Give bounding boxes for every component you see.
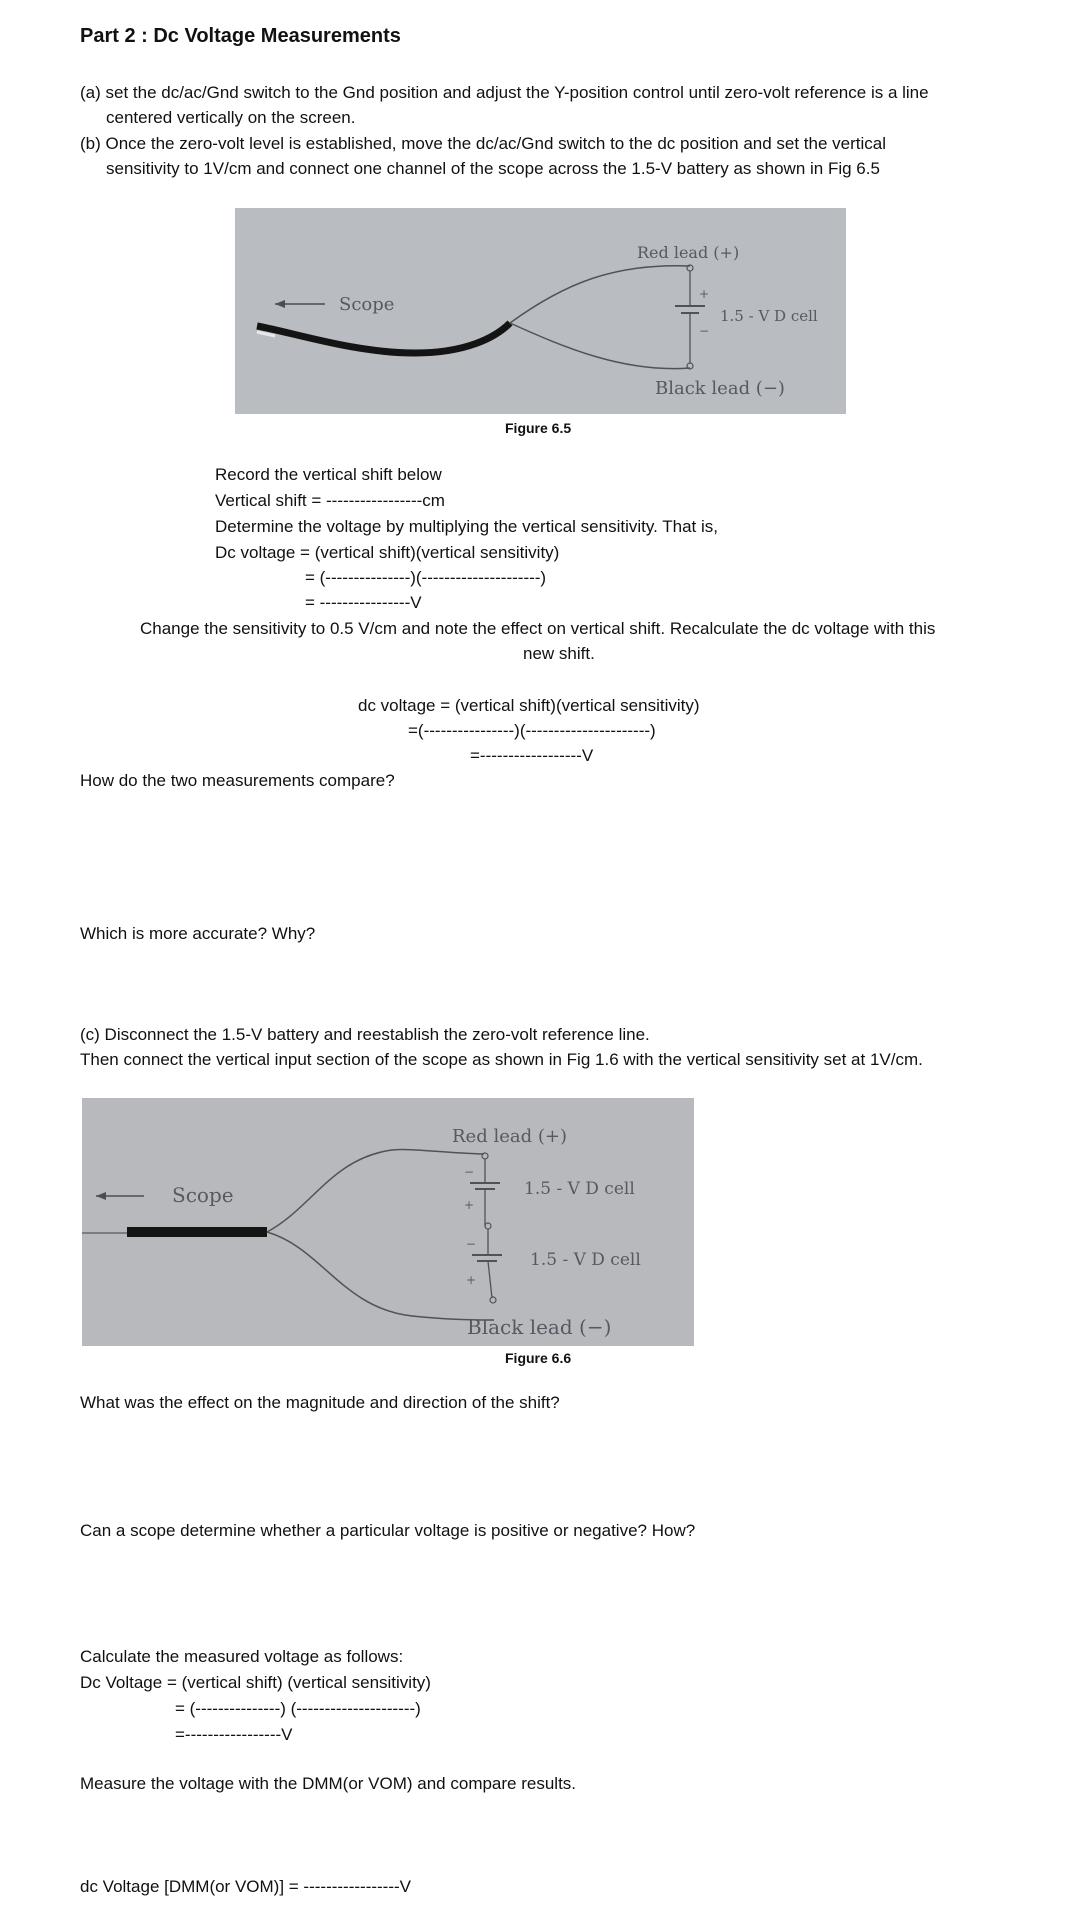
svg-text:−: −: [464, 1165, 475, 1179]
scope-arrow-head: [275, 300, 285, 308]
change-l1: Change the sensitivity to 0.5 V/cm and note the effect on vertical shift. Recalculate the dc voltage with this: [140, 619, 936, 638]
change-l2: new shift.: [523, 644, 595, 663]
question-polarity: Can a scope determine whether a particular voltage is positive or negative? How?: [80, 1521, 696, 1540]
dmm-line: dc Voltage [DMM(or VOM)] = -----------------V: [80, 1877, 412, 1896]
svg-text:−: −: [466, 1237, 477, 1251]
calc-l3: = (---------------) (---------------------): [175, 1699, 421, 1718]
fig66-cell-label-2: 1.5 - V D cell: [530, 1250, 641, 1270]
dc-calc-l3: =------------------V: [470, 746, 594, 765]
calc-l1: Calculate the measured voltage as follows:: [80, 1647, 404, 1666]
dc-calc-l2: =(----------------)(----------------------): [408, 721, 656, 740]
fig65-red-wire: [510, 266, 690, 323]
minus-sign: −: [699, 324, 710, 338]
question-effect: What was the effect on the magnitude and direction of the shift?: [80, 1393, 560, 1412]
dc-calc-l1: dc voltage = (vertical shift)(vertical sensitivity): [358, 696, 700, 715]
fig66-scope-label: Scope: [172, 1183, 234, 1207]
fig66-black-wire: [267, 1232, 494, 1320]
record-l2: Vertical shift = -----------------cm: [215, 491, 445, 510]
scope-arrow-head: [96, 1192, 106, 1200]
question-measure-dmm: Measure the voltage with the DMM(or VOM) and compare results.: [80, 1774, 577, 1793]
fig66-red-lead-label: Red lead (+): [452, 1126, 567, 1147]
fig66-cell-label-1: 1.5 - V D cell: [524, 1179, 635, 1199]
fig65-red-lead-label: Red lead (+): [637, 243, 740, 262]
record-l5: = (---------------)(---------------------): [305, 568, 547, 587]
fig66-red-wire: [267, 1150, 484, 1232]
fig65-black-wire: [510, 323, 690, 369]
question-compare: How do the two measurements compare?: [80, 771, 395, 790]
calc-l2: Dc Voltage = (vertical shift) (vertical sensitivity): [80, 1673, 431, 1692]
record-l3: Determine the voltage by multiplying the vertical sensitivity. That is,: [215, 517, 718, 536]
step-c-l1: (c) Disconnect the 1.5-V battery and reestablish the zero-volt reference line.: [80, 1025, 650, 1044]
figure-6-6-image: [82, 1098, 694, 1346]
question-accurate: Which is more accurate? Why?: [80, 924, 316, 943]
figure-6-5-image: [235, 208, 846, 414]
svg-text:+: +: [464, 1198, 475, 1212]
figure-6-6-caption: Figure 6.6: [505, 1350, 572, 1366]
fig65-scope-label: Scope: [339, 294, 395, 315]
fig66-black-lead-label: Black lead (−): [467, 1315, 612, 1339]
fig65-cable: [257, 323, 510, 353]
step-c-l2: Then connect the vertical input section of the scope as shown in Fig 1.6 with the vertical sensitivity set at 1V/cm.: [80, 1050, 923, 1069]
step-b-line2: sensitivity to 1V/cm and connect one channel of the scope across the 1.5-V battery as shown in Fig 6.5: [106, 159, 880, 178]
calc-l4: =-----------------V: [175, 1725, 293, 1744]
record-l6: = ----------------V: [305, 593, 422, 612]
svg-text:+: +: [466, 1273, 477, 1287]
fig65-black-lead-label: Black lead (−): [655, 378, 785, 399]
step-b-line1: (b) Once the zero-volt level is established, move the dc/ac/Gnd switch to the dc position and set the vertical: [80, 134, 887, 153]
page-title: Part 2 : Dc Voltage Measurements: [80, 25, 401, 47]
step-a-line2: centered vertically on the screen.: [106, 108, 356, 127]
step-a-line1: (a) set the dc/ac/Gnd switch to the Gnd position and adjust the Y-position control until zero-volt reference is a line: [80, 83, 929, 102]
fig65-cell-label: 1.5 - V D cell: [720, 307, 818, 325]
record-l1: Record the vertical shift below: [215, 465, 442, 484]
plus-sign: +: [699, 287, 710, 301]
figure-6-5-caption: Figure 6.5: [505, 420, 572, 436]
record-l4: Dc voltage = (vertical shift)(vertical sensitivity): [215, 543, 560, 562]
